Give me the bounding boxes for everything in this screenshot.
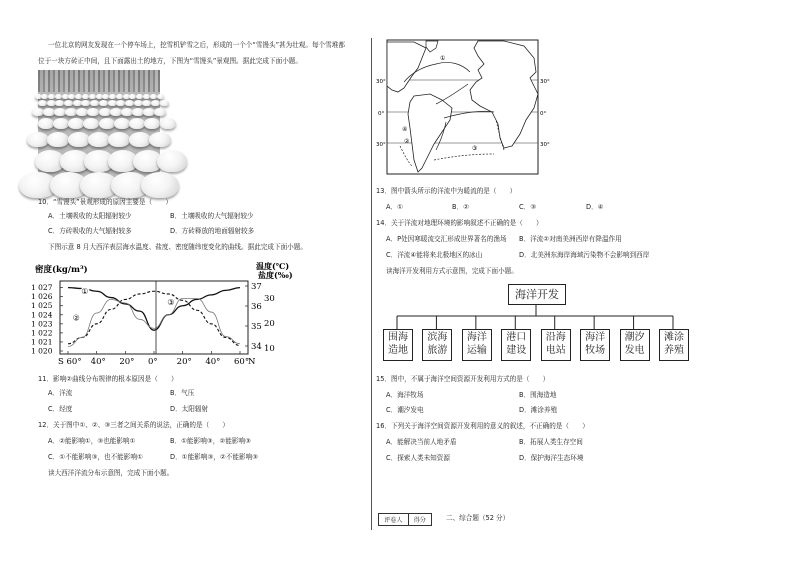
- q14-stem: 14．关于洋流对地理环境的影响叙述不正确的是（ ）: [376, 219, 543, 227]
- snow-mound: [129, 132, 151, 147]
- diagram-child-line: 发电: [624, 345, 645, 356]
- diagram-child-box: [462, 329, 492, 361]
- diagram-child-line: 滩涂: [664, 332, 684, 343]
- score-cell: 得分: [408, 514, 431, 526]
- salinity-tick-label: 34: [251, 342, 262, 352]
- current-label-2: ②: [404, 138, 410, 145]
- diagram-child-line: 运输: [466, 345, 487, 356]
- q13-option-d: D．④: [586, 203, 604, 211]
- diagram-child-line: 海洋: [585, 332, 606, 343]
- series-line-3: [68, 298, 240, 346]
- q11-option-a: A．洋流: [48, 389, 73, 397]
- q13-option-c: C．③: [519, 203, 537, 211]
- snow-mound: [116, 94, 123, 99]
- intro-line-1: 一位北京的网友发现在一个停车场上，挖雪机铲雪之后，形成的一个个“雪馒头”甚为壮观。每个雪堆都: [48, 41, 345, 49]
- diagram-child-line: 造地: [388, 345, 408, 356]
- q15-option-c: C．潮汐发电: [386, 406, 424, 414]
- q12-option-d: D．①能影响③，②不能影响③: [170, 453, 259, 461]
- q14-option-b: B．洋流②对南美洲西岸有降温作用: [519, 235, 622, 243]
- lat-label-30s-left: 30°: [376, 142, 386, 148]
- snow-mound: [99, 118, 115, 129]
- q11-option-c: C．经度: [48, 405, 73, 413]
- q16-option-d: D．保护海洋生态环境: [519, 454, 584, 462]
- x-tick-label: N: [248, 357, 256, 367]
- salinity-tick-label: 37: [251, 282, 262, 292]
- snow-mound: [47, 100, 56, 106]
- x-tick-label: 0°: [148, 357, 158, 367]
- diagram-child-box: [383, 329, 413, 361]
- diagram-child-line: 海洋: [466, 332, 487, 343]
- q11-option-d: D．太阳辐射: [170, 405, 209, 413]
- current-label-1: ①: [440, 55, 446, 62]
- snow-mound: [68, 132, 90, 147]
- snow-mound: [73, 100, 82, 106]
- diagram-child-box: [659, 329, 689, 361]
- ocean-intro: 读海洋开发利用方式示意图，完成下面小题。: [386, 267, 518, 275]
- snow-mound: [157, 150, 187, 172]
- density-tick-label: 1 025: [31, 301, 53, 311]
- series-label-3: ③: [167, 297, 175, 307]
- column-divider: [371, 38, 372, 530]
- salinity-tick-label: 35: [251, 322, 262, 332]
- diagram-child-line: 潮汐: [624, 332, 645, 343]
- snow-mound: [53, 118, 69, 129]
- density-tick-label: 1 021: [31, 337, 53, 347]
- q14-option-c: C．洋流④能将来北极地区的冰山: [386, 251, 483, 259]
- snow-mound: [121, 108, 133, 116]
- snow-mound: [149, 132, 171, 147]
- snow-mound: [38, 100, 47, 106]
- q16-stem: 16．下列关于海洋空间资源开发利用的意义的叙述，不正确的是（ ）: [376, 422, 589, 430]
- snow-mound: [90, 100, 99, 106]
- x-tick-label: 40°: [205, 357, 221, 367]
- snow-mound: [160, 100, 169, 106]
- q16-option-a: A．能解决当前人地矛盾: [386, 438, 457, 446]
- snow-mound: [88, 132, 110, 147]
- x-tick-label: 40°: [90, 357, 106, 367]
- snow-mound: [108, 100, 117, 106]
- diagram-child-line: 牧场: [585, 345, 606, 356]
- current-label-4: ④: [402, 126, 408, 133]
- diagram-child-box: [541, 329, 571, 361]
- x-tick-label: 20°: [176, 357, 192, 367]
- q12-option-c: C．①不能影响③，也不能影响①: [48, 453, 143, 461]
- snow-mound: [64, 100, 73, 106]
- q16-option-c: C．探索人类未知资源: [386, 454, 450, 462]
- x-tick-label: S 60°: [58, 357, 82, 367]
- snow-mound: [144, 118, 160, 129]
- diagram-root-box: 海洋开发: [508, 284, 566, 305]
- diagram-child-line: 建设: [506, 345, 527, 356]
- snow-mound: [55, 94, 62, 99]
- lat-label-0-right: 0°: [540, 111, 547, 117]
- score-table: [378, 513, 432, 526]
- diagram-child-box: [501, 329, 531, 361]
- q12-stem: 12．关于图中①、②、③三者之间关系的说法，正确的是（ ）: [38, 421, 229, 429]
- q10-stem: 10．“雪馒头”景观形成的原因主要是（ ）: [38, 198, 172, 206]
- q15-stem: 15．图中，不属于海洋空间资源开发利用方式的是（ ）: [376, 375, 550, 383]
- section-title: 二、综合题（52 分）: [446, 514, 510, 522]
- snow-mound: [116, 100, 125, 106]
- density-tick-label: 1 022: [31, 328, 53, 338]
- snow-mound: [55, 100, 64, 106]
- density-tick-label: 1 024: [31, 310, 53, 320]
- q10-option-c: C．方砖吸收的大气辐射较多: [48, 227, 132, 235]
- density-axis-label: 密度(kg/m³): [35, 265, 88, 275]
- salinity-tick-label: 36: [251, 302, 262, 312]
- snow-mound: [150, 94, 157, 99]
- diagram-child-box: [422, 329, 452, 361]
- q12-option-b: B．①能影响③，②能影响③: [170, 437, 251, 445]
- snow-mound: [143, 94, 150, 99]
- snow-mound: [99, 108, 111, 116]
- snow-mound: [108, 132, 130, 147]
- snow-mound: [27, 132, 49, 147]
- snow-mound: [82, 94, 89, 99]
- temperature-axis-label: 温度(℃): [256, 261, 290, 271]
- ocean-properties-chart: [30, 256, 293, 372]
- snow-mound: [83, 118, 99, 129]
- snow-mound: [109, 94, 116, 99]
- snow-mound: [47, 132, 69, 147]
- lat-label-30s-right: 30°: [540, 142, 550, 148]
- q10-option-d: D．方砖释放的地面辐射较多: [170, 227, 255, 235]
- temperature-tick-label: 20: [264, 319, 275, 329]
- snow-mound: [160, 118, 176, 129]
- q10-option-a: A．土壤吸收的太阳辐射较少: [48, 212, 132, 220]
- series-line-2: [68, 291, 240, 345]
- snow-mound: [129, 118, 145, 129]
- q14-option-a: A．P处因寒暖流交汇形成世界著名的渔场: [386, 235, 507, 243]
- snow-mound: [114, 118, 130, 129]
- density-tick-label: 1 026: [31, 292, 53, 302]
- x-tick-label: 60°: [234, 357, 250, 367]
- snow-mound: [38, 118, 54, 129]
- diagram-child-line: 旅游: [427, 345, 448, 356]
- q13-option-b: B．②: [452, 203, 470, 211]
- snow-mound: [110, 108, 122, 116]
- diagram-child-line: 港口: [506, 332, 527, 343]
- diagram-child-box: [620, 329, 650, 361]
- intro-line-2: 位于一块方砖正中间，且下面露出土的地方，下图为“雪馒头”景观图。据此完成下面小题。: [38, 57, 302, 65]
- q13-option-a: A．①: [386, 203, 404, 211]
- snow-mound: [125, 100, 134, 106]
- series-label-1: ①: [81, 287, 89, 297]
- snow-mound: [87, 108, 99, 116]
- q12-option-a: A．②能影响①，③也能影响①: [48, 437, 136, 445]
- diagram-child-line: 养殖: [664, 345, 684, 356]
- diagram-child-line: 滨海: [427, 332, 448, 343]
- q11-stem: 11．影响②曲线分布规律的根本原因是（ ）: [38, 375, 178, 383]
- series-line-1: [68, 288, 240, 331]
- diagram-child-line: 围海: [388, 332, 408, 343]
- snow-mound: [157, 94, 164, 99]
- q15-option-b: B．围海造地: [519, 391, 557, 399]
- snow-mound: [68, 118, 84, 129]
- q15-option-a: A．海洋牧场: [386, 391, 424, 399]
- diagram-child-line: 电站: [545, 345, 566, 356]
- snow-mound: [151, 100, 160, 106]
- snow-mound: [141, 172, 179, 198]
- snow-mound: [48, 94, 55, 99]
- snow-mound: [99, 100, 108, 106]
- atlantic-currents-map: [374, 38, 556, 178]
- grader-cell: 评卷人: [379, 514, 409, 526]
- x-tick-label: 20°: [119, 357, 135, 367]
- snow-mound-photo: [38, 70, 160, 191]
- density-tick-label: 1 020: [31, 346, 53, 356]
- q10-option-b: B．土壤吸收的大气辐射较少: [170, 212, 254, 220]
- snow-mound: [154, 108, 166, 116]
- salinity-axis-label: 盐度(‰): [258, 270, 293, 280]
- lat-label-30n-left: 30°: [376, 79, 386, 85]
- density-tick-label: 1 027: [31, 283, 53, 293]
- lat-label-0-left: 0°: [378, 111, 385, 117]
- temperature-tick-label: 10: [264, 344, 275, 354]
- current-label-3: ③: [472, 145, 478, 152]
- temperature-tick-label: 30: [264, 294, 275, 304]
- q13-stem: 13．图中箭头所示的洋流中为暖流的是（ ）: [376, 187, 517, 195]
- diagram-child-line: 沿海: [545, 332, 566, 343]
- snow-mound: [132, 108, 144, 116]
- snow-mound: [89, 94, 96, 99]
- snow-mound: [134, 100, 143, 106]
- q14-option-d: D．北美洲东海岸海域污染物不会影响到西岸: [519, 251, 650, 259]
- q15-option-d: D．滩涂养殖: [519, 406, 558, 414]
- chart-intro: 下图示意 8 月大西洋表层海水温度、盐度、密度随纬度变化的曲线。据此完成下面小题。: [48, 243, 307, 251]
- density-tick-label: 1 023: [31, 319, 53, 329]
- snow-mound: [142, 100, 151, 106]
- q11-option-b: B．气压: [170, 389, 195, 397]
- snow-mound: [81, 100, 90, 106]
- lat-label-30n-right: 30°: [540, 79, 550, 85]
- map-intro: 读大西洋洋流分布示意图，完成下面小题。: [48, 469, 174, 477]
- q16-option-b: B．拓展人类生存空间: [519, 438, 583, 446]
- diagram-child-box: [580, 329, 610, 361]
- series-label-2: ②: [72, 313, 80, 323]
